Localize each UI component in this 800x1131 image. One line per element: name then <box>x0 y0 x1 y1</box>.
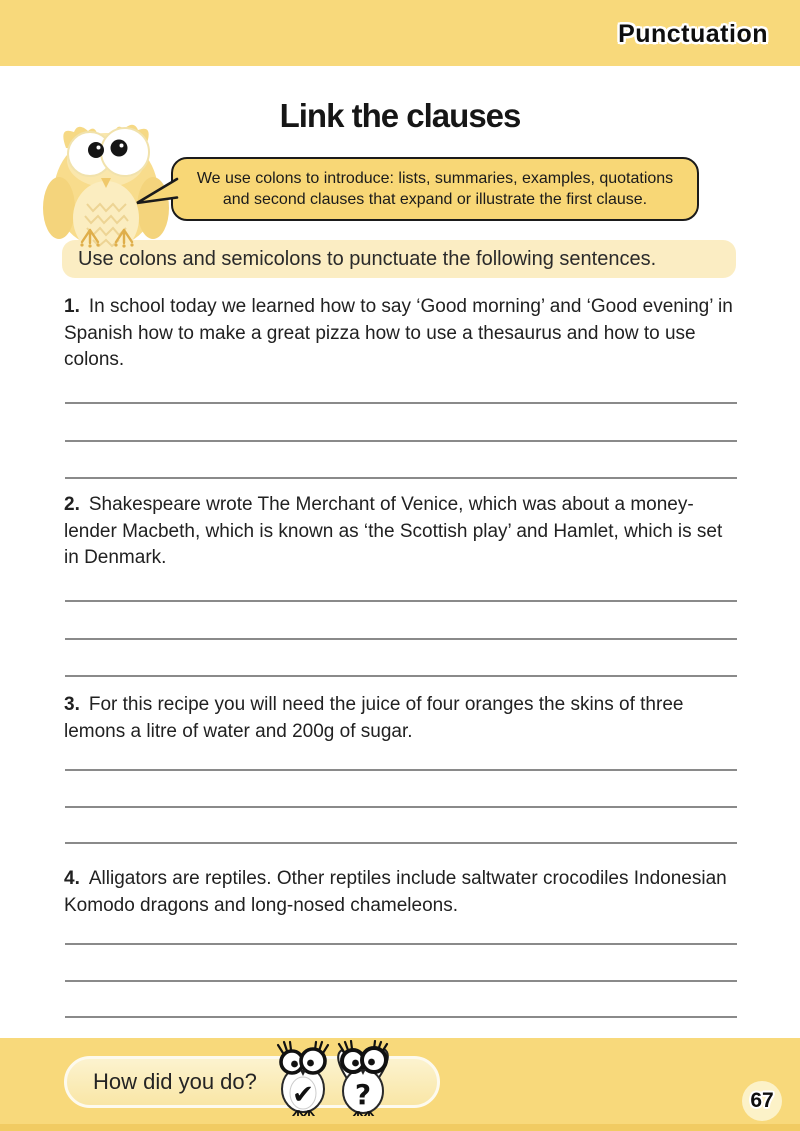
footer-prompt-text: How did you do? <box>93 1069 257 1094</box>
category-label: Punctuation <box>618 20 768 48</box>
footer-owls <box>276 1040 400 1116</box>
check-icon: ✔ <box>292 1080 314 1110</box>
answer-line <box>65 1016 737 1018</box>
exercise-4 <box>64 866 738 1024</box>
speech-bubble-text: We use colons to introduce: lists, summaries, examples, quotations and second clauses that expand or illustrate the first clause. <box>196 169 674 208</box>
exercise-4-text: Alligators are reptiles. Other reptiles include saltwater crocodiles Indonesian Komodo dragons and long-nosed chameleons. <box>64 868 727 916</box>
instruction-text: Use colons and semicolons to punctuate the following sentences. <box>78 247 657 270</box>
question-owl-icon <box>338 1041 388 1116</box>
speech-bubble <box>171 157 699 221</box>
answer-line <box>65 600 737 602</box>
answer-line <box>65 440 737 442</box>
exercise-1-text: In school today we learned how to say ‘Good morning’ and ‘Good evening’ in Spanish how to make a great pizza how to use a thesaurus and how to use colons. <box>64 296 733 370</box>
answer-line <box>65 675 737 677</box>
answer-line <box>65 638 737 640</box>
exercise-3-sentence <box>64 692 738 745</box>
exercise-2-text: Shakespeare wrote The Merchant of Venice, which was about a money-lender Macbeth, which is known as ‘the Scottish play’ and Hamlet, which is set in Denmark. <box>64 494 723 568</box>
exercise-1-sentence <box>64 294 738 374</box>
answer-line <box>65 806 737 808</box>
answer-line <box>65 769 737 771</box>
answer-line <box>65 402 737 404</box>
bottom-strip <box>0 1124 800 1131</box>
exercise-4-sentence <box>64 866 738 919</box>
check-owl-icon <box>278 1042 328 1116</box>
speech-bubble-tail <box>133 177 179 211</box>
page-number: 67 <box>742 1081 782 1121</box>
exercise-4-number: 4. <box>64 868 80 889</box>
exercise-1 <box>64 294 738 486</box>
answer-line <box>65 980 737 982</box>
answer-line <box>65 943 737 945</box>
exercise-2-sentence <box>64 492 738 572</box>
exercise-1-number: 1. <box>64 296 80 317</box>
exercise-3 <box>64 692 738 852</box>
page-title: Link the clauses <box>279 97 521 134</box>
answer-line <box>65 842 737 844</box>
question-icon: ? <box>354 1078 372 1111</box>
exercise-2 <box>64 492 738 684</box>
exercise-3-number: 3. <box>64 694 80 715</box>
exercise-2-number: 2. <box>64 494 80 515</box>
exercise-3-text: For this recipe you will need the juice of four oranges the skins of three lemons a litre of water and 200g of sugar. <box>64 694 684 742</box>
answer-line <box>65 477 737 479</box>
